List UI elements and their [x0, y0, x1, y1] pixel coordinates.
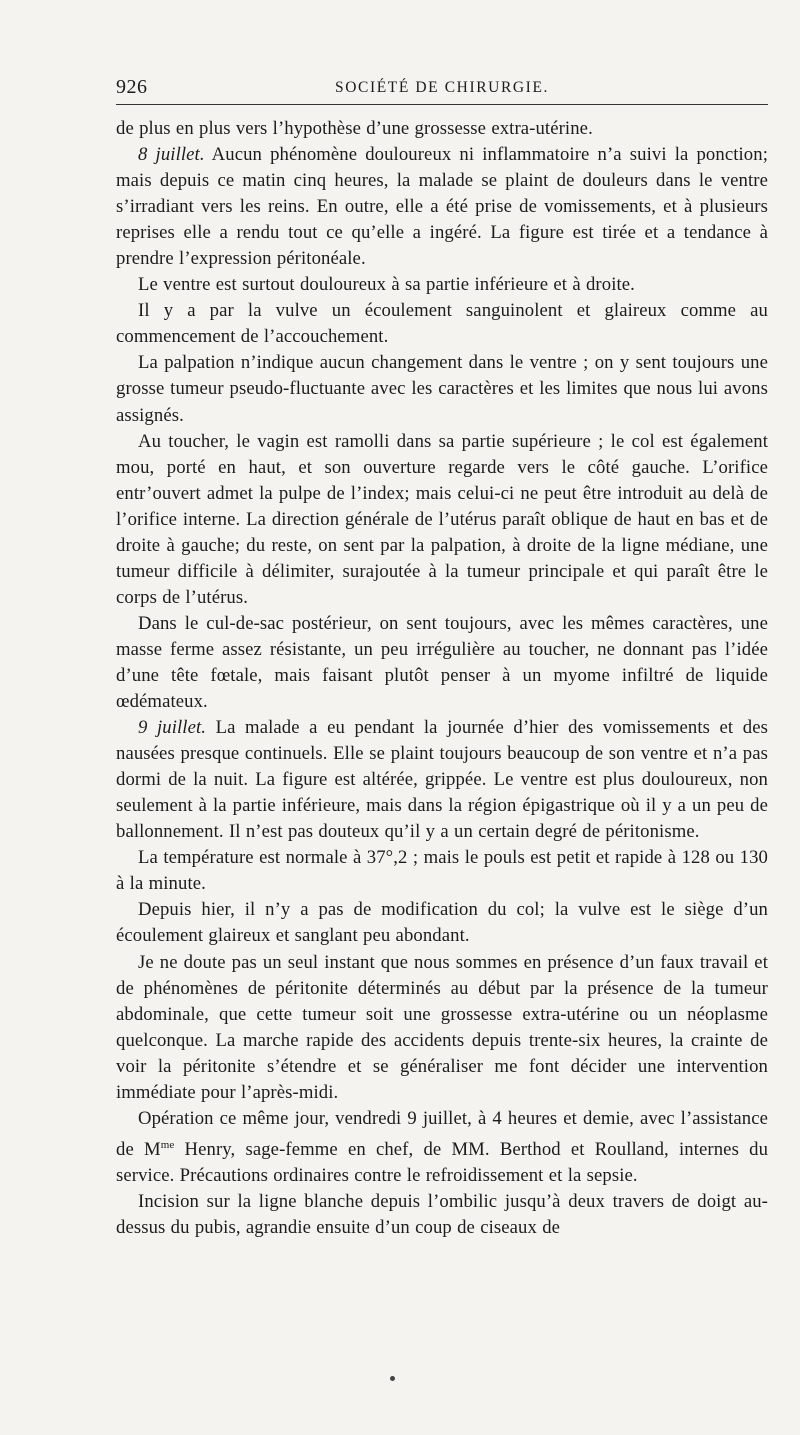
- paragraph: Au toucher, le vagin est ramolli dans sa partie supérieure ; le col est également mou, porté en haut, et son ouverture regarde vers le côté gauche. L’orifice entr’ouvert admet la pulpe de l’index; mais celui-ci ne peut être introduit au delà de l’orifice interne. La direction générale de l’utérus paraît oblique de haut en bas et de droite à gauche; du reste, on sent par la palpation, à droite de la ligne médiane, une tumeur difficile à délimiter, surajoutée à la tumeur principale et qui paraît être le corps de l’utérus.: [116, 430, 768, 608]
- paragraph: Dans le cul-de-sac postérieur, on sent toujours, avec les mêmes caractères, une masse ferme assez résistante, un peu irrégulière au toucher, ne donnant pas l’idée d’une tête fœtale, mais faisant plutôt penser à un myome infiltré de liquide œdémateux.: [116, 612, 768, 713]
- page-number: 926: [116, 76, 148, 98]
- entry-date: 8 juillet.: [138, 144, 205, 166]
- paragraph: La température est normale à 37°,2 ; mais le pouls est petit et rapide à 128 ou 130 à la minute.: [116, 847, 768, 895]
- running-title: SOCIÉTÉ DE CHIRURGIE.: [335, 79, 549, 96]
- paragraph-text: Henry, sage-femme en chef, de MM. Berthod et Roulland, internes du service. Précautions ordinaires contre le refroidissement et la sepsie.: [116, 1139, 769, 1187]
- paragraph-text: La malade a eu pendant la journée d’hier des vomissements et des nausées presque continuels. Elle se plaint toujours beaucoup de son ventre et n’a pas dormi de la nuit. La figure est altérée, grippée. Le ventre est plus douloureux, non seulement à la partie inférieure, mais dans la région épigastrique où il y a un peu de ballonnement. Il n’est pas douteux qu’il y a un certain degré de péritonisme.: [116, 717, 768, 843]
- paragraph-text: Aucun phénomène douloureux ni inflammatoire n’a suivi la ponction; mais depuis ce matin cinq heures, la malade se plaint de douleurs dans le ventre s’irradiant vers les reins. En outre, elle a été prise de vomissements, et à plusieurs reprises elle a rendu tout ce qu’elle a ingéré. La figure est tirée et a tendance à prendre l’expression péritonéale.: [116, 144, 768, 270]
- paragraph: La palpation n’indique aucun changement dans le ventre ; on y sent toujours une grosse tumeur pseudo-fluctuante avec les caractères et les limites que nous lui avons assignés.: [116, 352, 768, 426]
- body-text: [116, 116, 768, 1241]
- paragraph: Il y a par la vulve un écoulement sanguinolent et glaireux comme au commencement de l’accouchement.: [116, 300, 768, 348]
- header-rule: [116, 104, 768, 105]
- page-header: [116, 76, 768, 102]
- paragraph: Le ventre est surtout douloureux à sa partie inférieure et à droite.: [138, 274, 635, 296]
- paragraph: de plus en plus vers l’hypothèse d’une grossesse extra-utérine.: [116, 118, 593, 139]
- paragraph: Je ne doute pas un seul instant que nous sommes en présence d’un faux travail et de phénomènes de péritonite déterminés au début par la présence de la tumeur abdominale, que cette tumeur soit une grossesse extra-utérine ou un néoplasme quelconque. La marche rapide des accidents depuis trente-six heures, la crainte de voir la péritonite s’étendre et se généraliser me font décider une intervention immédiate pour l’après-midi.: [116, 951, 768, 1103]
- ink-dot: [390, 1376, 395, 1381]
- paragraph: [116, 715, 768, 845]
- entry-date: 9 juillet.: [138, 717, 207, 739]
- paragraph: Depuis hier, il n’y a pas de modification du col; la vulve est le siège d’un écoulement glaireux et sanglant peu abondant.: [116, 899, 768, 947]
- paragraph: Incision sur la ligne blanche depuis l’ombilic jusqu’à deux travers de doigt au-dessus du pubis, agrandie ensuite d’un coup de ciseaux de: [116, 1191, 768, 1239]
- paragraph: [116, 142, 768, 272]
- paragraph: [116, 1106, 768, 1189]
- title-superscript: me: [160, 1138, 175, 1151]
- paragraph-text: Opération ce même jour, vendredi 9 juillet, à 4 heures et demie, avec l’assistance de M: [116, 1107, 768, 1161]
